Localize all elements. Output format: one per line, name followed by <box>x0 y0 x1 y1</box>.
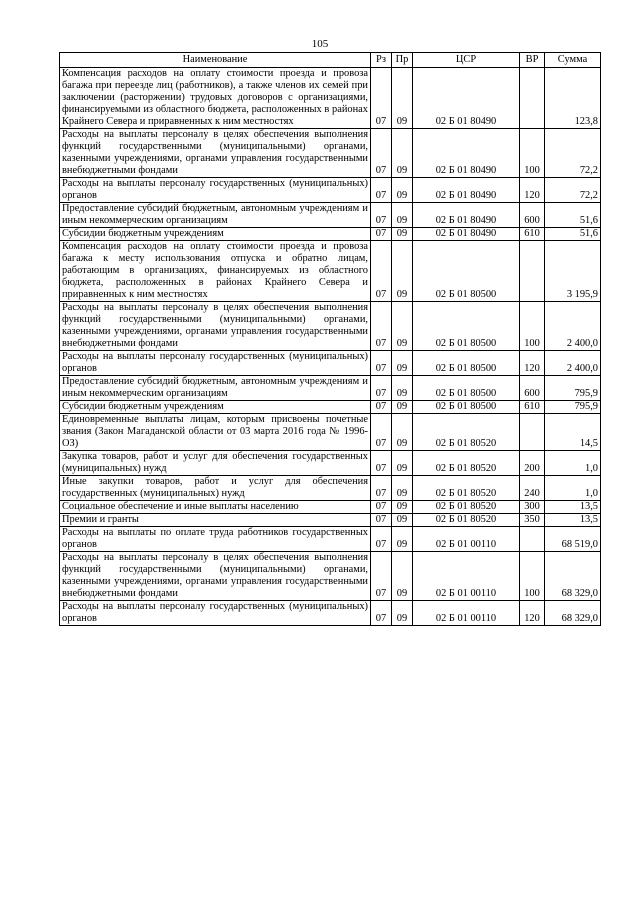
cell-rz: 07 <box>371 241 392 302</box>
cell-name: Предоставление субсидий бюджетным, автономным учреждениям и иным некоммерческим организациям <box>60 203 371 228</box>
cell-vr: 100 <box>520 302 545 351</box>
table-row <box>60 601 601 626</box>
budget-table <box>59 52 601 626</box>
cell-vr: 300 <box>520 501 545 514</box>
cell-name: Компенсация расходов на оплату стоимости проезда и провоза багажа к месту использования отпуска и обратно лицам, работающим в организациях, финансируемых из областного бюджета, расположенных в районах Крайнего Севера и приравненных к ним местностях <box>60 241 371 302</box>
cell-csr: 02 Б 01 80500 <box>413 401 520 414</box>
cell-sum: 72,2 <box>545 178 601 203</box>
cell-pr: 09 <box>392 414 413 451</box>
cell-rz: 07 <box>371 129 392 178</box>
table-row <box>60 501 601 514</box>
cell-csr: 02 Б 01 80520 <box>413 414 520 451</box>
cell-pr: 09 <box>392 228 413 241</box>
cell-pr: 09 <box>392 203 413 228</box>
cell-csr: 02 Б 01 80490 <box>413 203 520 228</box>
cell-pr: 09 <box>392 527 413 552</box>
cell-pr: 09 <box>392 178 413 203</box>
cell-pr: 09 <box>392 241 413 302</box>
cell-sum: 795,9 <box>545 401 601 414</box>
cell-rz: 07 <box>371 414 392 451</box>
cell-rz: 07 <box>371 552 392 601</box>
cell-rz: 07 <box>371 514 392 527</box>
cell-vr: 350 <box>520 514 545 527</box>
cell-vr <box>520 414 545 451</box>
cell-name: Расходы на выплаты персоналу государственных (муниципальных) органов <box>60 351 371 376</box>
cell-rz: 07 <box>371 376 392 401</box>
cell-vr: 120 <box>520 601 545 626</box>
cell-sum: 68 329,0 <box>545 552 601 601</box>
cell-pr: 09 <box>392 501 413 514</box>
cell-vr <box>520 68 545 129</box>
cell-sum: 68 519,0 <box>545 527 601 552</box>
cell-name: Расходы на выплаты персоналу государственных (муниципальных) органов <box>60 601 371 626</box>
cell-vr: 600 <box>520 203 545 228</box>
cell-pr: 09 <box>392 601 413 626</box>
column-header-name: Наименование <box>60 53 371 68</box>
cell-vr: 600 <box>520 376 545 401</box>
cell-rz: 07 <box>371 476 392 501</box>
cell-pr: 09 <box>392 68 413 129</box>
cell-sum: 51,6 <box>545 203 601 228</box>
table-row <box>60 178 601 203</box>
table-row <box>60 228 601 241</box>
cell-vr <box>520 527 545 552</box>
table-row <box>60 351 601 376</box>
cell-sum: 51,6 <box>545 228 601 241</box>
cell-rz: 07 <box>371 501 392 514</box>
table-row <box>60 68 601 129</box>
cell-sum: 13,5 <box>545 514 601 527</box>
cell-name: Премии и гранты <box>60 514 371 527</box>
cell-sum: 3 195,9 <box>545 241 601 302</box>
cell-csr: 02 Б 01 80500 <box>413 376 520 401</box>
cell-rz: 07 <box>371 401 392 414</box>
cell-csr: 02 Б 01 80500 <box>413 302 520 351</box>
table-row <box>60 302 601 351</box>
table-row <box>60 514 601 527</box>
cell-csr: 02 Б 01 80520 <box>413 476 520 501</box>
cell-csr: 02 Б 01 00110 <box>413 552 520 601</box>
column-header-vr: ВР <box>520 53 545 68</box>
cell-vr: 100 <box>520 129 545 178</box>
cell-name: Расходы на выплаты по оплате труда работников государственных органов <box>60 527 371 552</box>
cell-name: Расходы на выплаты персоналу в целях обеспечения выполнения функций государственными (муниципальными) органами, казенными учреждениями, органами управления государственными внебюджетными фондами <box>60 302 371 351</box>
cell-rz: 07 <box>371 203 392 228</box>
table-row <box>60 129 601 178</box>
cell-csr: 02 Б 01 80520 <box>413 514 520 527</box>
cell-rz: 07 <box>371 601 392 626</box>
cell-vr: 240 <box>520 476 545 501</box>
cell-pr: 09 <box>392 514 413 527</box>
cell-rz: 07 <box>371 451 392 476</box>
cell-name: Предоставление субсидий бюджетным, автономным учреждениям и иным некоммерческим организациям <box>60 376 371 401</box>
table-row <box>60 376 601 401</box>
cell-pr: 09 <box>392 552 413 601</box>
cell-vr: 610 <box>520 228 545 241</box>
cell-vr: 100 <box>520 552 545 601</box>
cell-pr: 09 <box>392 476 413 501</box>
cell-csr: 02 Б 01 80500 <box>413 241 520 302</box>
cell-csr: 02 Б 01 80490 <box>413 129 520 178</box>
cell-pr: 09 <box>392 351 413 376</box>
page-number: 105 <box>311 38 329 50</box>
cell-csr: 02 Б 01 80500 <box>413 351 520 376</box>
cell-name: Субсидии бюджетным учреждениям <box>60 401 371 414</box>
cell-sum: 68 329,0 <box>545 601 601 626</box>
cell-pr: 09 <box>392 129 413 178</box>
cell-csr: 02 Б 01 80520 <box>413 501 520 514</box>
cell-sum: 2 400,0 <box>545 351 601 376</box>
cell-sum: 1,0 <box>545 476 601 501</box>
cell-csr: 02 Б 01 80490 <box>413 68 520 129</box>
cell-pr: 09 <box>392 302 413 351</box>
cell-name: Социальное обеспечение и иные выплаты населению <box>60 501 371 514</box>
cell-sum: 14,5 <box>545 414 601 451</box>
cell-name: Расходы на выплаты персоналу государственных (муниципальных) органов <box>60 178 371 203</box>
cell-rz: 07 <box>371 68 392 129</box>
cell-name: Расходы на выплаты персоналу в целях обеспечения выполнения функций государственными (муниципальными) органами, казенными учреждениями, органами управления государственными внебюджетными фондами <box>60 129 371 178</box>
cell-rz: 07 <box>371 228 392 241</box>
column-header-pr: Пр <box>392 53 413 68</box>
table-row <box>60 241 601 302</box>
cell-sum: 123,8 <box>545 68 601 129</box>
cell-sum: 795,9 <box>545 376 601 401</box>
cell-name: Компенсация расходов на оплату стоимости проезда и провоза багажа при переезде лиц (работников), а также членов их семей при заключении (расторжении) трудовых договоров с организациями, финансируемыми из областного бюджета, расположенных в районах Крайнего Севера и приравненных к ним местностях <box>60 68 371 129</box>
cell-pr: 09 <box>392 401 413 414</box>
cell-csr: 02 Б 01 00110 <box>413 601 520 626</box>
cell-sum: 13,5 <box>545 501 601 514</box>
cell-rz: 07 <box>371 527 392 552</box>
cell-vr: 120 <box>520 178 545 203</box>
cell-sum: 1,0 <box>545 451 601 476</box>
table-row <box>60 552 601 601</box>
cell-name: Субсидии бюджетным учреждениям <box>60 228 371 241</box>
cell-vr <box>520 241 545 302</box>
column-header-sum: Сумма <box>545 53 601 68</box>
cell-name: Единовременные выплаты лицам, которым присвоены почетные звания (Закон Магаданской области от 03 марта 2016 года № 1996-ОЗ) <box>60 414 371 451</box>
cell-csr: 02 Б 01 80490 <box>413 228 520 241</box>
cell-sum: 72,2 <box>545 129 601 178</box>
table-row <box>60 476 601 501</box>
column-header-csr: ЦСР <box>413 53 520 68</box>
table-body <box>60 68 601 626</box>
cell-csr: 02 Б 01 00110 <box>413 527 520 552</box>
column-header-rz: Рз <box>371 53 392 68</box>
cell-sum: 2 400,0 <box>545 302 601 351</box>
cell-pr: 09 <box>392 376 413 401</box>
table-row <box>60 401 601 414</box>
cell-name: Иные закупки товаров, работ и услуг для обеспечения государственных (муниципальных) нужд <box>60 476 371 501</box>
cell-csr: 02 Б 01 80490 <box>413 178 520 203</box>
cell-csr: 02 Б 01 80520 <box>413 451 520 476</box>
cell-rz: 07 <box>371 178 392 203</box>
cell-rz: 07 <box>371 351 392 376</box>
cell-name: Закупка товаров, работ и услуг для обеспечения государственных (муниципальных) нужд <box>60 451 371 476</box>
table-row <box>60 414 601 451</box>
cell-pr: 09 <box>392 451 413 476</box>
cell-name: Расходы на выплаты персоналу в целях обеспечения выполнения функций государственными (муниципальными) органами, казенными учреждениями, органами управления государственными внебюджетными фондами <box>60 552 371 601</box>
cell-vr: 200 <box>520 451 545 476</box>
table-row <box>60 203 601 228</box>
table-row <box>60 527 601 552</box>
cell-rz: 07 <box>371 302 392 351</box>
table-row <box>60 451 601 476</box>
cell-vr: 120 <box>520 351 545 376</box>
table-header-row <box>60 53 601 68</box>
cell-vr: 610 <box>520 401 545 414</box>
